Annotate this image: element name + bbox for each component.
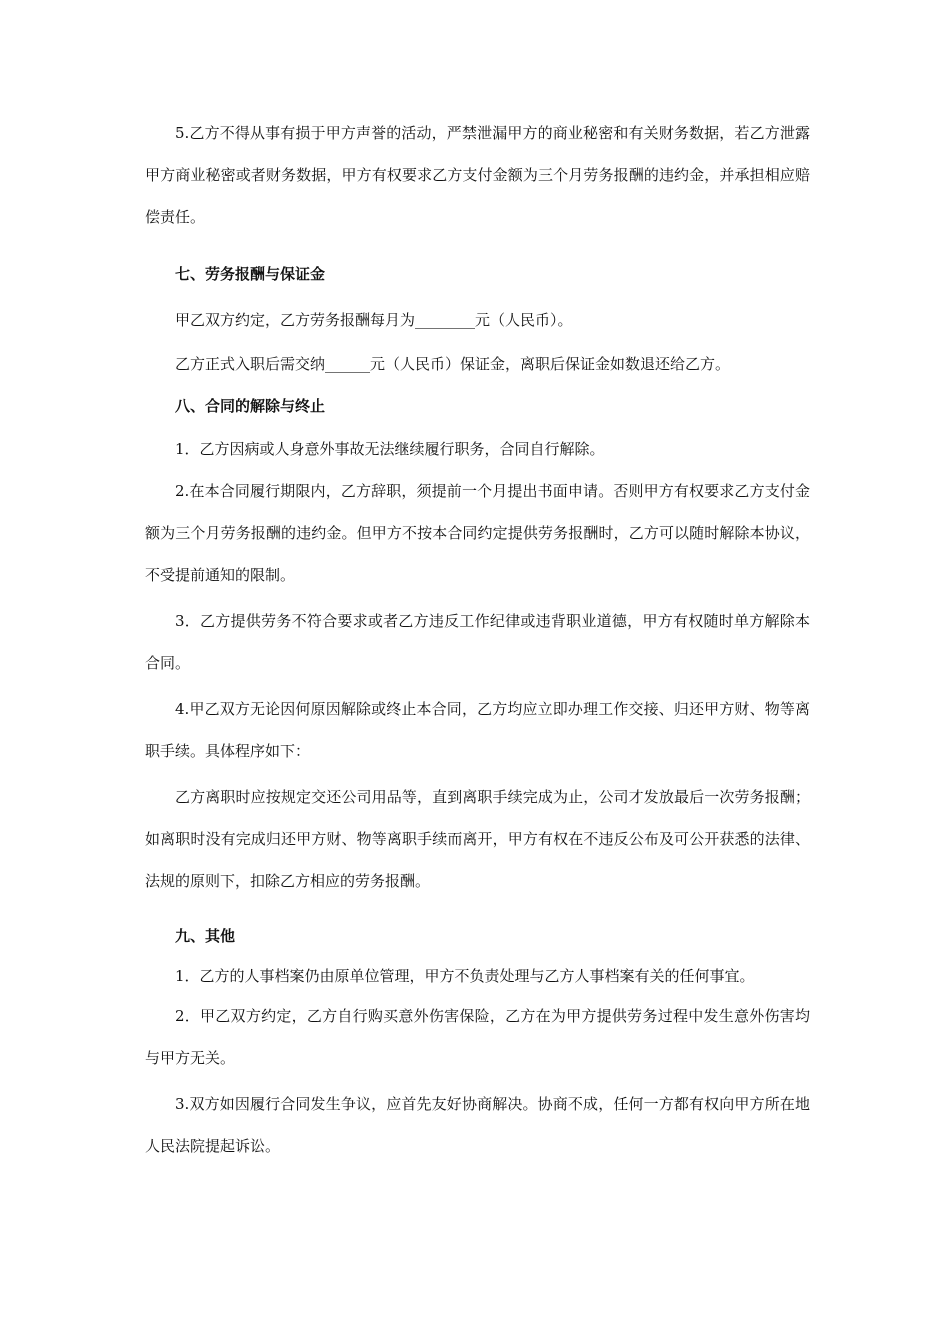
section-7-remuneration-paragraph: 甲乙双方约定，乙方劳务报酬每月为________元（人民币）。 (175, 311, 573, 329)
section-7-heading: 七、劳务报酬与保证金 (175, 265, 326, 283)
document-body (145, 112, 810, 1167)
section-9-item-1: 1．乙方的人事档案仍由原单位管理，甲方不负责处理与乙方人事档案有关的任何事宜。 (175, 967, 755, 985)
clause-5-paragraph: 5.乙方不得从事有损于甲方声誉的活动，严禁泄漏甲方的商业秘密和有关财务数据，若乙方泄露甲方商业秘密或者财务数据，甲方有权要求乙方支付金额为三个月劳务报酬的违约金，并承担相应赔偿责任。 (145, 124, 810, 226)
section-8-item-3: 3．乙方提供劳务不符合要求或者乙方违反工作纪律或违背职业道德，甲方有权随时单方解除本合同。 (145, 612, 810, 672)
section-9-item-3: 3.双方如因履行合同发生争议，应首先友好协商解决。协商不成，任何一方都有权向甲方所在地人民法院提起诉讼。 (145, 1095, 810, 1155)
section-8-item-2: 2.在本合同履行期限内，乙方辞职，须提前一个月提出书面申请。否则甲方有权要求乙方支付金额为三个月劳务报酬的违约金。但甲方不按本合同约定提供劳务报酬时，乙方可以随时解除本协议，不受提前通知的限制。 (145, 482, 810, 584)
section-8-procedure-paragraph: 乙方离职时应按规定交还公司用品等，直到离职手续完成为止，公司才发放最后一次劳务报酬；如离职时没有完成归还甲方财、物等离职手续而离开，甲方有权在不违反公布及可公开获悉的法律、法规的原则下，扣除乙方相应的劳务报酬。 (145, 788, 810, 890)
section-8-item-1: 1．乙方因病或人身意外事故无法继续履行职务，合同自行解除。 (175, 440, 605, 458)
section-9-item-2: 2．甲乙双方约定，乙方自行购买意外伤害保险，乙方在为甲方提供劳务过程中发生意外伤害均与甲方无关。 (145, 1007, 810, 1067)
section-7-deposit-paragraph: 乙方正式入职后需交纳______元（人民币）保证金，离职后保证金如数退还给乙方。 (175, 355, 731, 373)
section-8-item-4: 4.甲乙双方无论因何原因解除或终止本合同，乙方均应立即办理工作交接、归还甲方财、物等离职手续。具体程序如下： (145, 700, 810, 760)
section-8-heading: 八、合同的解除与终止 (175, 397, 326, 415)
section-9-heading: 九、其他 (175, 927, 236, 945)
